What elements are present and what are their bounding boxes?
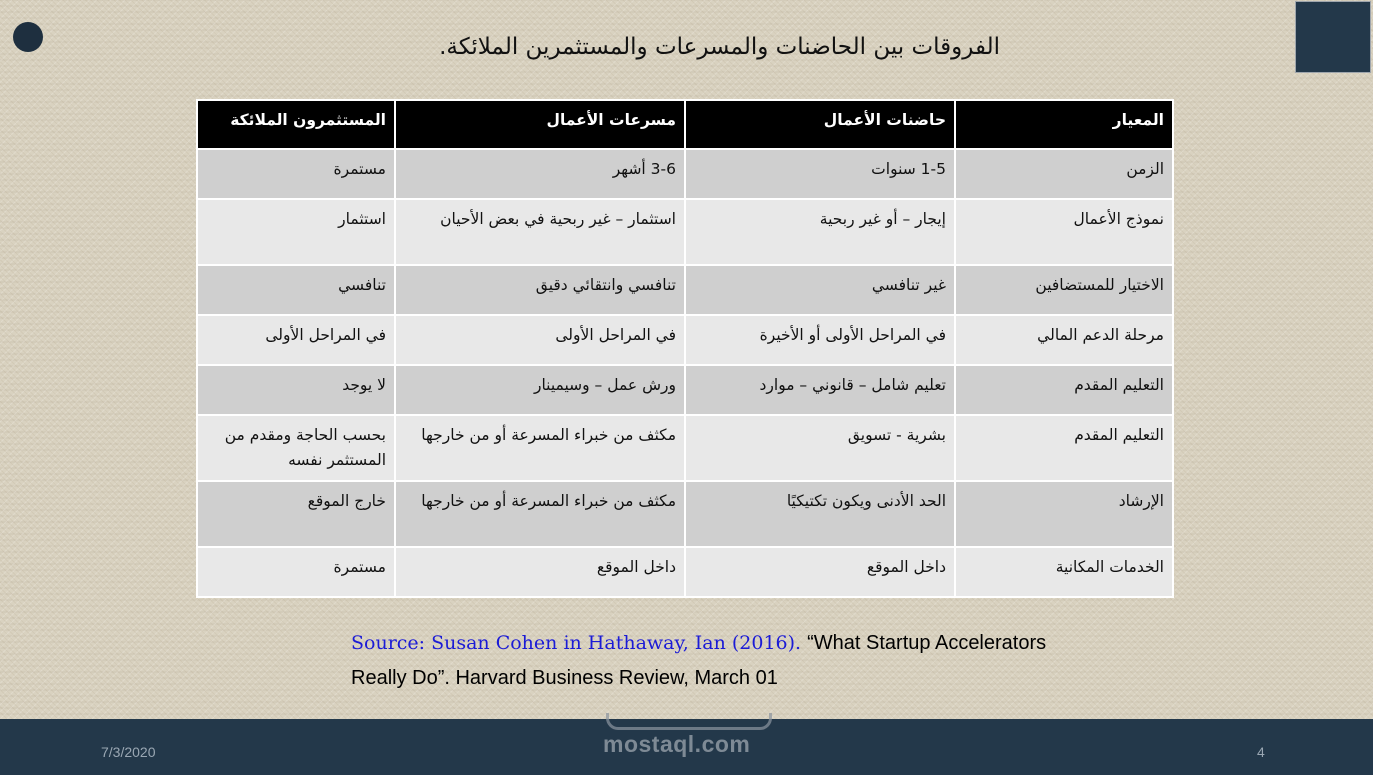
table-row [197,265,1173,315]
source-citation [351,626,1051,696]
table-cell: لا يوجد [197,365,395,415]
table-cell: الحد الأدنى ويكون تكتيكيًا [685,481,955,547]
table-row [197,315,1173,365]
table-cell: تنافسي وانتقائي دقيق [395,265,685,315]
table-row [197,149,1173,199]
comparison-table [196,99,1174,598]
slide-date: 7/3/2020 [101,744,156,760]
table-cell: استثمار [197,199,395,265]
table-cell: الإرشاد [955,481,1173,547]
table-cell: في المراحل الأولى أو الأخيرة [685,315,955,365]
table-cell: 1-5 سنوات [685,149,955,199]
table-cell: الاختيار للمستضافين [955,265,1173,315]
table-cell: في المراحل الأولى [395,315,685,365]
header-angel-investors: المستثمرون الملائكة [197,100,395,149]
table-cell: في المراحل الأولى [197,315,395,365]
table-row [197,547,1173,597]
table-header-row [197,100,1173,149]
table-cell: تنافسي [197,265,395,315]
table-cell: غير تنافسي [685,265,955,315]
table-cell: بحسب الحاجة ومقدم من المستثمر نفسه [197,415,395,481]
table-cell: مكثف من خبراء المسرعة أو من خارجها [395,415,685,481]
decorative-circle [13,22,43,52]
table-cell: داخل الموقع [395,547,685,597]
table-cell: مستمرة [197,149,395,199]
decorative-square [1295,1,1371,73]
source-text: “What Startup Accelerators Really Do”. Harvard Business Review, March 01 [351,632,1047,689]
table-cell: إيجار – أو غير ربحية [685,199,955,265]
table-cell: مرحلة الدعم المالي [955,315,1173,365]
table-cell: نموذج الأعمال [955,199,1173,265]
table-row [197,199,1173,265]
slide-page-number: 4 [1257,744,1265,760]
table-cell: داخل الموقع [685,547,955,597]
header-accelerators: مسرعات الأعمال [395,100,685,149]
table-row [197,481,1173,547]
table-cell: بشرية - تسويق [685,415,955,481]
table-cell: مستمرة [197,547,395,597]
table-cell: 3-6 أشهر [395,149,685,199]
watermark: mostaql.com [603,731,751,757]
table-cell: مكثف من خبراء المسرعة أو من خارجها [395,481,685,547]
table-cell: التعليم المقدم [955,365,1173,415]
table-cell: استثمار – غير ربحية في بعض الأحيان [395,199,685,265]
watermark-logo-icon [606,713,772,730]
header-incubators: حاضنات الأعمال [685,100,955,149]
table-cell: خارج الموقع [197,481,395,547]
table-cell: تعليم شامل – قانوني – موارد [685,365,955,415]
source-prefix: Source: Susan Cohen in Hathaway, Ian (2016). [351,632,808,654]
table-cell: التعليم المقدم [955,415,1173,481]
table-row [197,415,1173,481]
table-cell: الزمن [955,149,1173,199]
slide-title: الفروقات بين الحاضنات والمسرعات والمستثمرين الملائكة. [439,34,1000,60]
table-row [197,365,1173,415]
table-cell: الخدمات المكانية [955,547,1173,597]
table-cell: ورش عمل – وسيمينار [395,365,685,415]
header-criterion: المعيار [955,100,1173,149]
